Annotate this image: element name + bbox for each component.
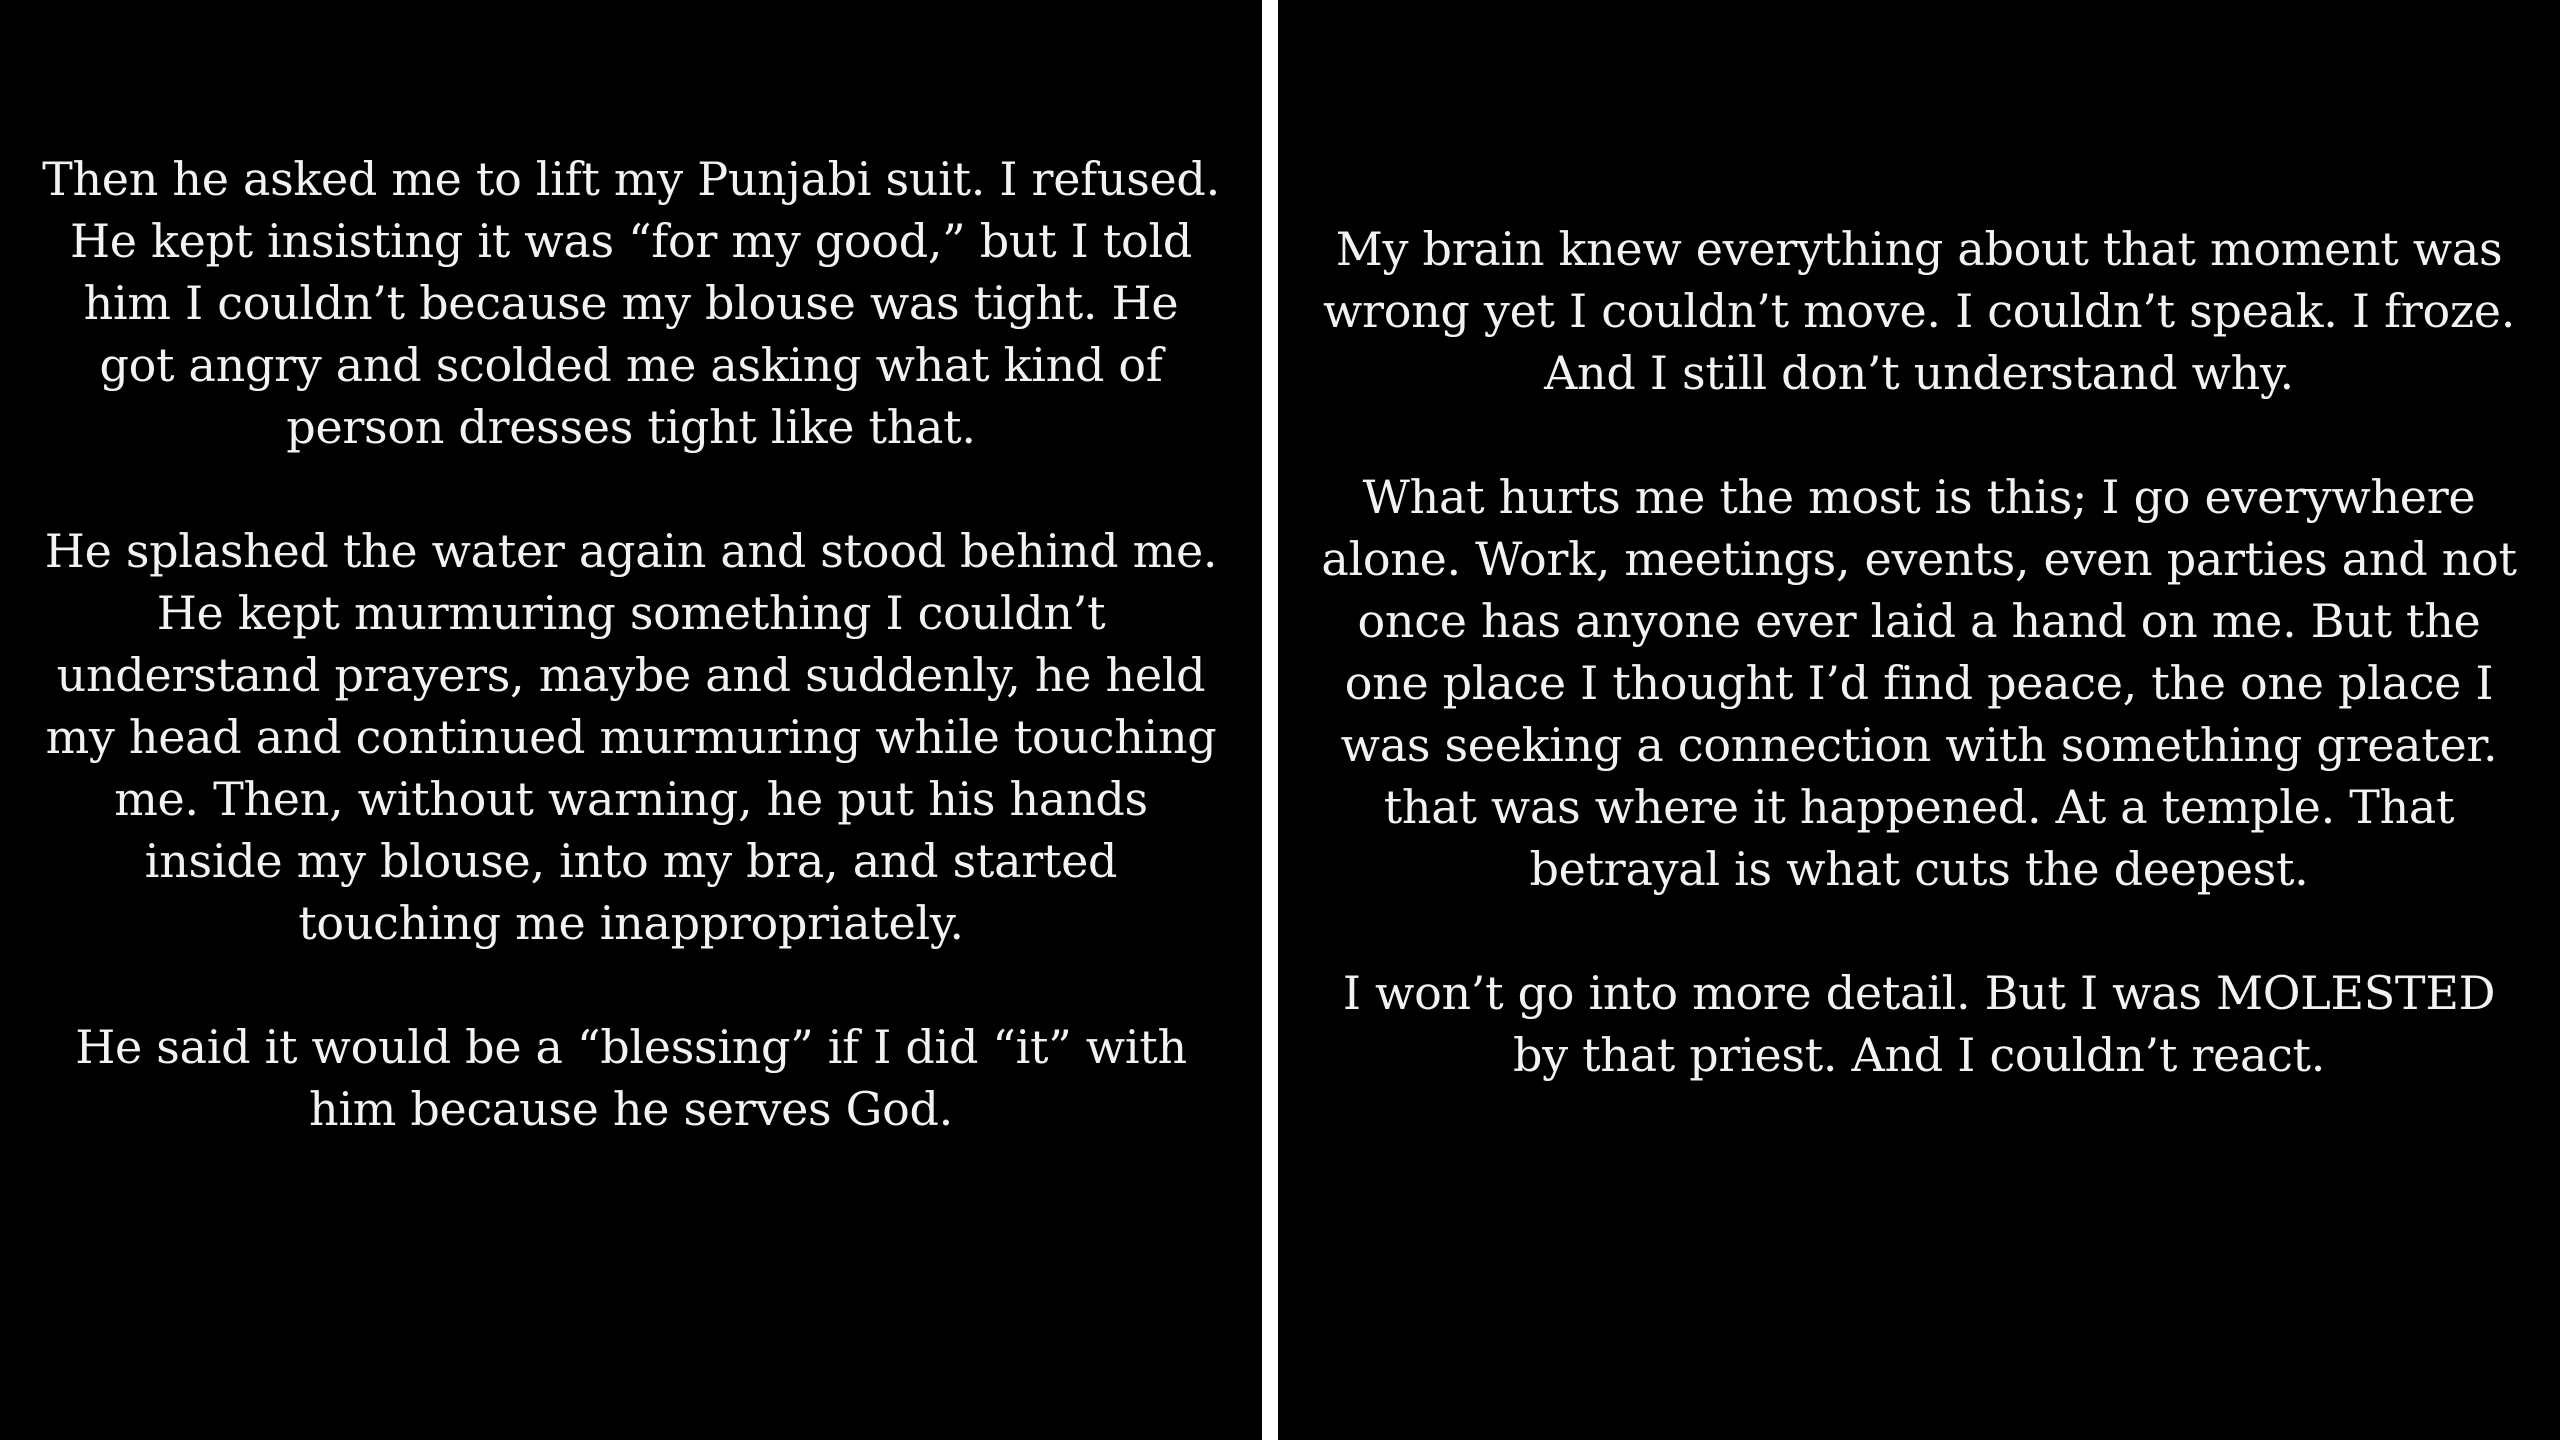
paragraph: My brain knew everything about that moment was wrong yet I couldn’t move. I couldn’t speak. I froze. And I still don’t understand why. xyxy=(1322,222,2516,400)
story-text-right xyxy=(1318,218,2520,1086)
paragraph: Then he asked me to lift my Punjabi suit. I refused. He kept insisting it was “for my good,” but I told him I couldn’t because my blouse was tight. He got angry and scolded me asking what kind of person dresses tight like that. xyxy=(42,152,1220,454)
paragraph: What hurts me the most is this; I go everywhere alone. Work, meetings, events, even parties and not once has anyone ever laid a hand on me. But the one place I thought I’d find peace, the one place I was seeking a connection with something greater. that was where it happened. At a temple. That betrayal is what cuts the deepest. xyxy=(1321,470,2517,896)
paragraph: He said it would be a “blessing” if I did “it” with him because he serves God. xyxy=(75,1020,1187,1136)
story-panel-right xyxy=(1278,0,2560,1440)
paragraph: I won’t go into more detail. But I was MOLESTED by that priest. And I couldn’t react. xyxy=(1342,966,2496,1082)
story-text-left xyxy=(40,148,1222,1140)
paragraph: He splashed the water again and stood behind me. He kept murmuring something I couldn’t understand prayers, maybe and suddenly, he held my head and continued murmuring while touching me. Then, without warning, he put his hands inside my blouse, into my bra, and started touching me inappropriately. xyxy=(44,524,1218,950)
story-panel-left xyxy=(0,0,1262,1440)
